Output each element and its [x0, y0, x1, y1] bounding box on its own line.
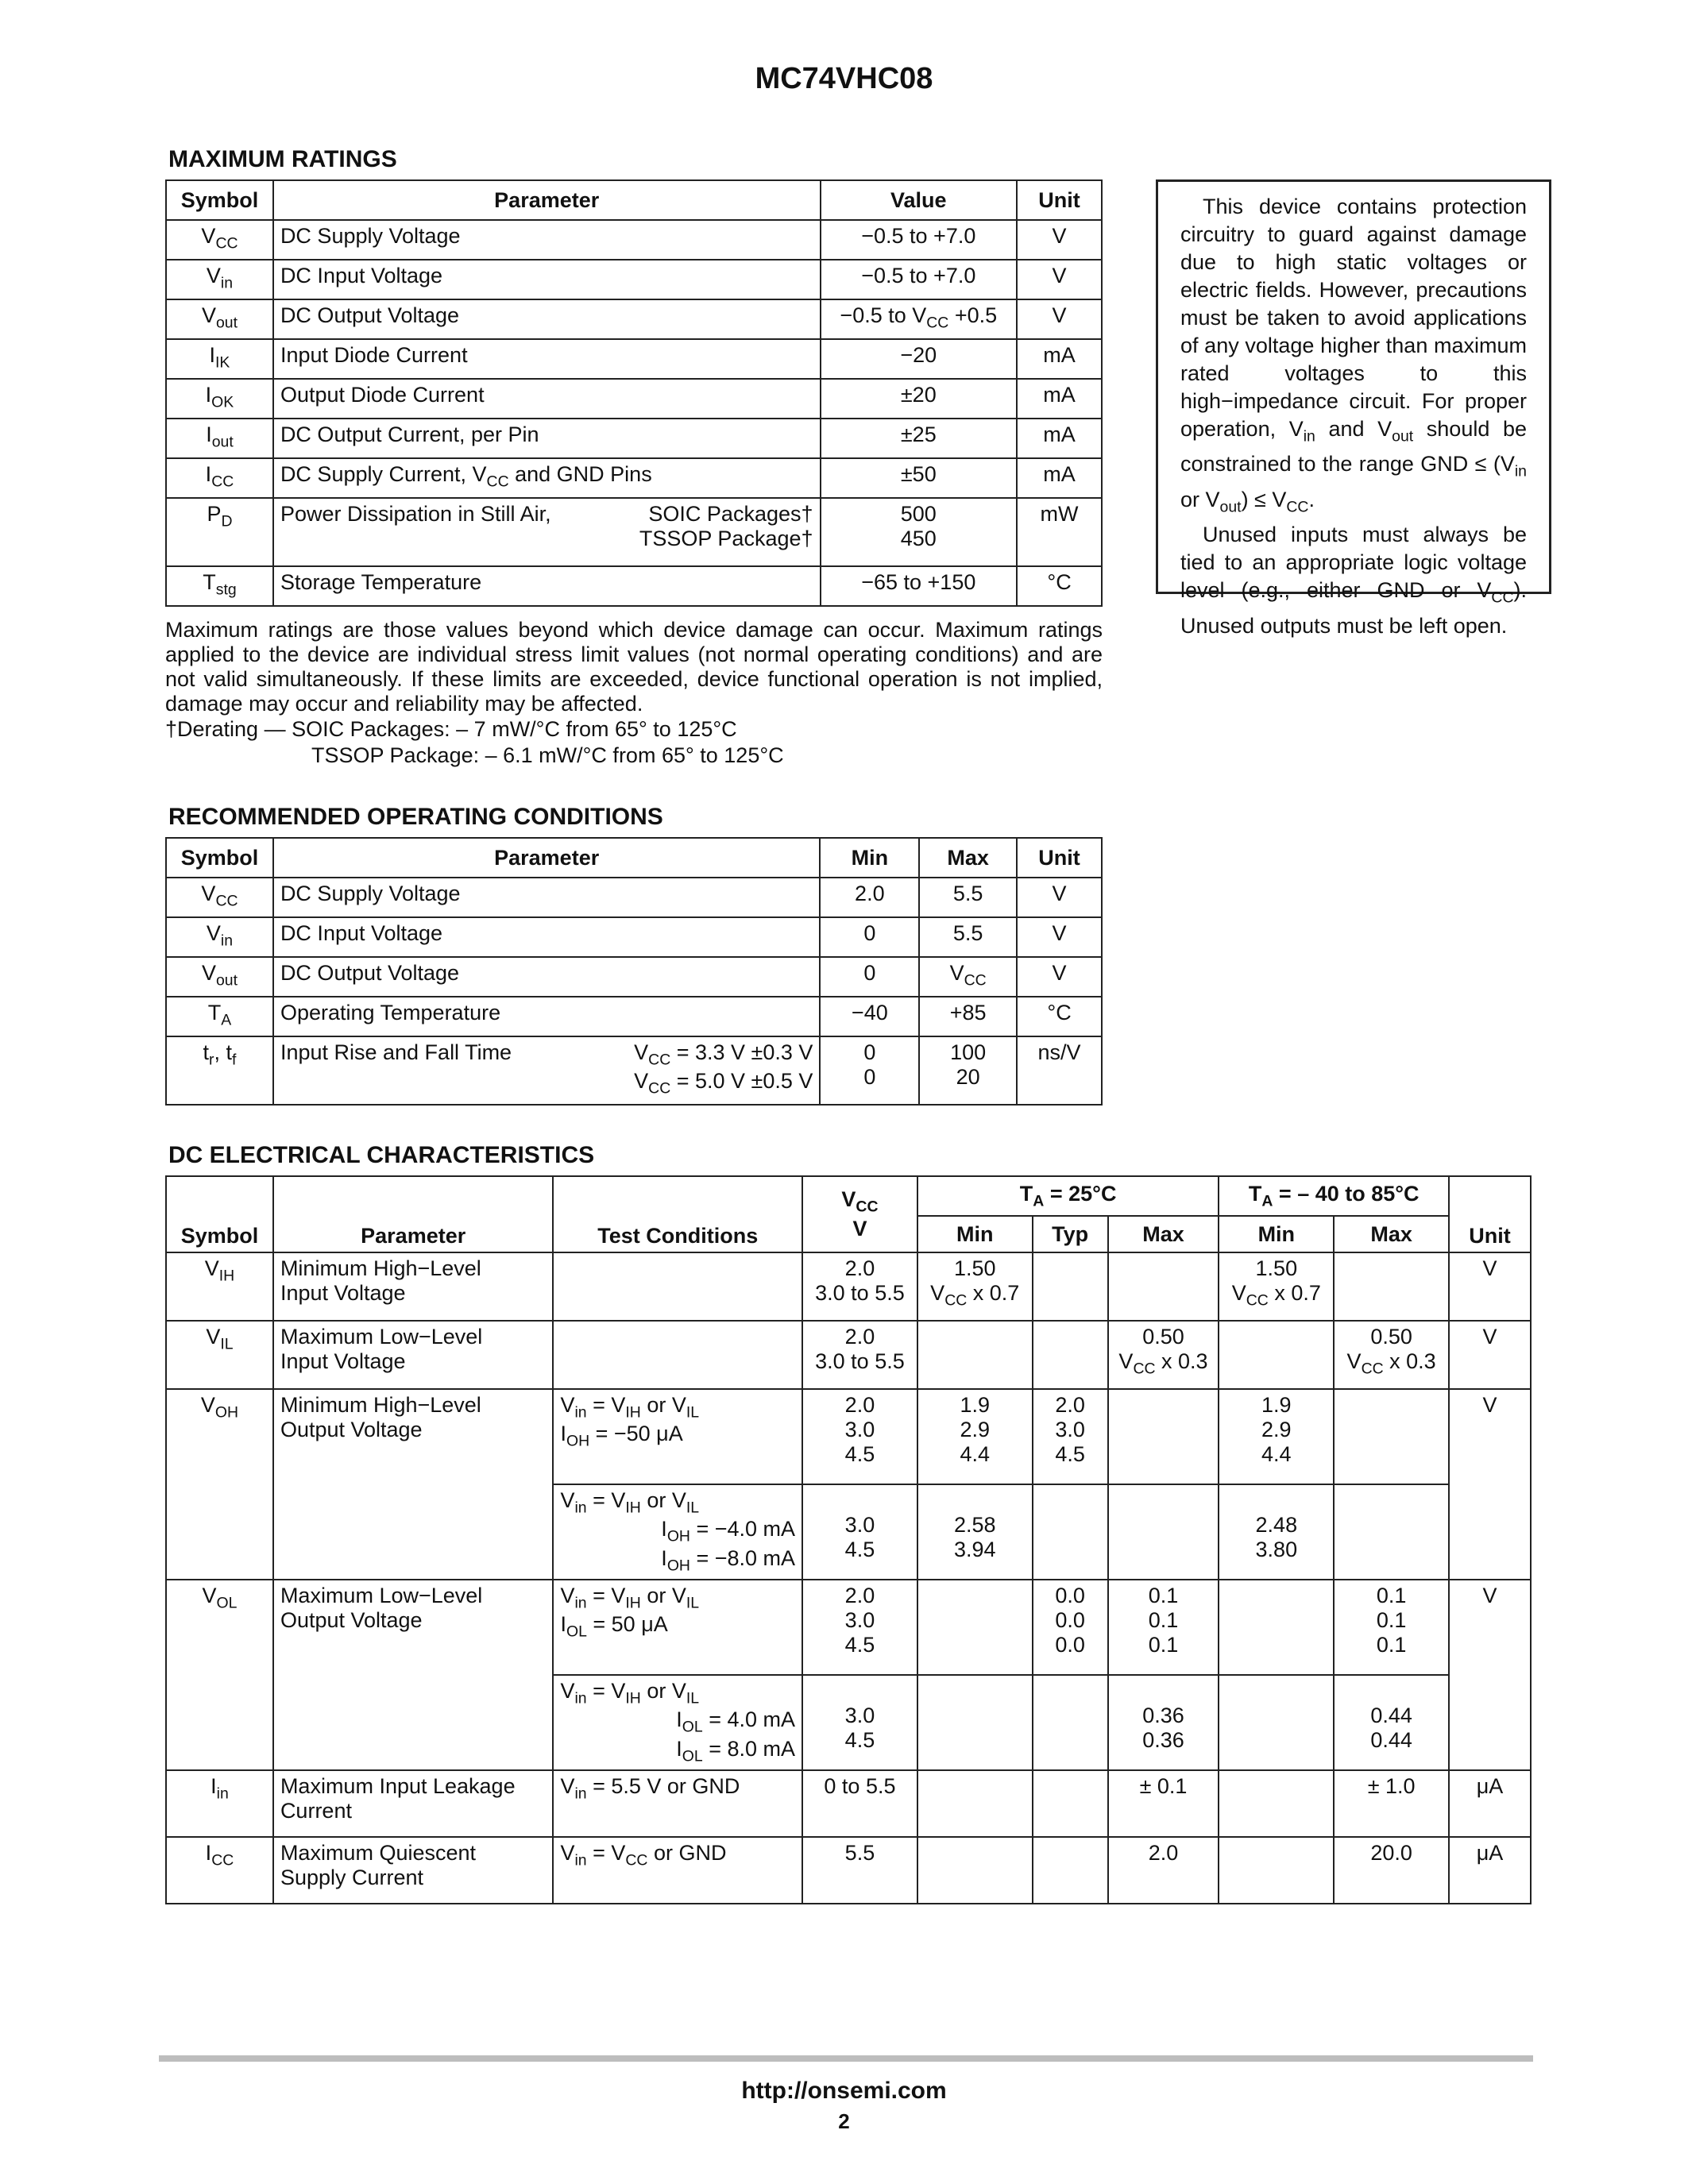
range-min-cell: 1.50 $V_{CC}$ x 0.7	[1219, 1252, 1334, 1321]
typ-cell	[1033, 1675, 1108, 1770]
col-parameter: Parameter	[273, 1176, 554, 1252]
max-cell: 5.5	[919, 917, 1017, 957]
test-cell: $V_{in} = V_{IH}$ or $V_{IL}$ $I_{OL} = 50$ μA	[553, 1580, 802, 1675]
unit-cell: mA	[1017, 419, 1102, 458]
derating-tssop: TSSOP Package: – 6.1 mW/°C from 65° to 125°C	[311, 743, 784, 767]
typ-cell	[1033, 1252, 1108, 1321]
min-cell	[917, 1675, 1033, 1770]
min-cell	[917, 1580, 1033, 1675]
parameter-cell: Maximum Low−Level Output Voltage	[273, 1580, 554, 1770]
max-cell: 5.5	[919, 878, 1017, 917]
symbol-cell: $I_{OK}$	[166, 379, 273, 419]
symbol-cell: $T_{stg}$	[166, 566, 273, 606]
parameter-cell: Storage Temperature	[273, 566, 821, 606]
col-symbol: Symbol	[166, 180, 273, 220]
max-cell: +85	[919, 997, 1017, 1036]
max-cell: 2.0	[1108, 1837, 1219, 1904]
vcc-cell: 0 to 5.5	[802, 1770, 917, 1837]
parameter-cell: Maximum Low−Level Input Voltage	[273, 1321, 554, 1389]
parameter-cell: DC Supply Current, $V_{CC}$ and GND Pins	[273, 458, 821, 498]
symbol-cell: $V_{out}$	[166, 299, 273, 339]
symbol-cell: $V_{IL}$	[166, 1321, 273, 1389]
symbol-cell: $V_{out}$	[166, 957, 273, 997]
range-max-cell	[1334, 1252, 1449, 1321]
col-min: Min	[917, 1216, 1033, 1252]
parameter-cell: Input Diode Current	[273, 339, 821, 379]
protection-note-box	[1156, 179, 1551, 638]
col-min: Min	[820, 838, 919, 878]
range-max-cell: ± 1.0	[1334, 1770, 1449, 1837]
table-row	[166, 1580, 1531, 1675]
range-max-cell: 0.50 $V_{CC}$ x 0.3	[1334, 1321, 1449, 1389]
typ-cell: 0.0 0.0 0.0	[1033, 1580, 1108, 1675]
parameter-cell: DC Input Voltage	[273, 260, 821, 299]
parameter-cell: DC Output Voltage	[273, 957, 820, 997]
value-cell: −20	[821, 339, 1018, 379]
unit-cell: V	[1017, 299, 1102, 339]
symbol-cell: $P_D$	[166, 498, 273, 566]
range-max-cell: 0.1 0.1 0.1	[1334, 1580, 1449, 1675]
max-ratings-note: Maximum ratings are those values beyond which device damage can occur. Maximum ratings applied to the device are individual stress limit values (not normal operating conditions) and are not valid simultaneously. If these limits are exceeded, device functional operation is not implied, damage may occur and reliability may be affected.	[165, 618, 1103, 716]
value-cell: −0.5 to +7.0	[821, 220, 1018, 260]
test-cell: $V_{in} = V_{CC}$ or GND	[553, 1837, 802, 1904]
vcc-cell: 2.0 3.0 to 5.5	[802, 1321, 917, 1389]
page-number: 2	[838, 2109, 850, 2133]
vcc-cell: 3.0 4.5	[802, 1484, 917, 1580]
table-row	[166, 878, 1102, 917]
symbol-cell: $I_{out}$	[166, 419, 273, 458]
table-row	[166, 917, 1102, 957]
symbol-cell: $V_{CC}$	[166, 878, 273, 917]
range-min-cell	[1219, 1321, 1334, 1389]
unit-cell: mA	[1017, 379, 1102, 419]
footer-url: http://onsemi.com	[741, 2078, 947, 2104]
value-cell: 500 450	[821, 498, 1018, 566]
symbol-cell: $I_{CC}$	[166, 458, 273, 498]
min-cell	[917, 1321, 1033, 1389]
unit-cell: V	[1449, 1321, 1531, 1389]
unit-cell: V	[1017, 260, 1102, 299]
range-min-cell	[1219, 1837, 1334, 1904]
parameter-cell: Operating Temperature	[273, 997, 820, 1036]
table-row	[166, 1036, 1102, 1105]
min-cell: 1.50 $V_{CC}$ x 0.7	[917, 1252, 1033, 1321]
value-cell: −0.5 to $V_{CC} +0.5$	[821, 299, 1018, 339]
col-test-conditions: Test Conditions	[553, 1176, 802, 1252]
unit-cell: V	[1017, 917, 1102, 957]
page-title: MC74VHC08	[755, 62, 933, 95]
test-cell	[553, 1321, 802, 1389]
table-row	[166, 1252, 1531, 1321]
symbol-cell: $V_{in}$	[166, 260, 273, 299]
col-vcc-label: $V_{CC}$	[841, 1187, 879, 1216]
test-cell	[553, 1252, 802, 1321]
col-value: Value	[821, 180, 1018, 220]
unit-cell: V	[1017, 957, 1102, 997]
dc-table	[165, 1175, 1532, 1904]
symbol-cell: $V_{in}$	[166, 917, 273, 957]
col-symbol: Symbol	[166, 1176, 273, 1252]
table-row	[166, 458, 1102, 498]
symbol-cell: $V_{CC}$	[166, 220, 273, 260]
min-cell: 0	[820, 957, 919, 997]
col-symbol: Symbol	[166, 838, 273, 878]
typ-cell	[1033, 1484, 1108, 1580]
derating-soic: †Derating — SOIC Packages: – 7 mW/°C from 65° to 125°C	[165, 717, 737, 741]
max-ratings-table	[165, 179, 1103, 607]
col-max-range: Max	[1334, 1216, 1449, 1252]
parameter-cell: DC Output Voltage	[273, 299, 821, 339]
min-cell: 0	[820, 917, 919, 957]
max-cell: $V_{CC}$	[919, 957, 1017, 997]
min-cell: 2.0	[820, 878, 919, 917]
table-row	[166, 566, 1102, 606]
unit-cell: °C	[1017, 566, 1102, 606]
range-max-cell: 20.0	[1334, 1837, 1449, 1904]
col-parameter: Parameter	[273, 180, 821, 220]
symbol-cell: $V_{IH}$	[166, 1252, 273, 1321]
table-row	[166, 1837, 1531, 1904]
footer-rule	[159, 2055, 1533, 2062]
dc-heading: DC ELECTRICAL CHARACTERISTICS	[168, 1142, 595, 1168]
table-row	[166, 419, 1102, 458]
max-cell	[1108, 1484, 1219, 1580]
range-min-cell	[1219, 1770, 1334, 1837]
max-cell: 0.1 0.1 0.1	[1108, 1580, 1219, 1675]
table-row	[166, 339, 1102, 379]
rec-op-table	[165, 837, 1103, 1106]
max-cell	[1108, 1389, 1219, 1484]
range-max-cell	[1334, 1389, 1449, 1484]
typ-cell: 2.0 3.0 4.5	[1033, 1389, 1108, 1484]
symbol-cell: $I_{IK}$	[166, 339, 273, 379]
col-unit: Unit	[1449, 1176, 1531, 1252]
unit-cell: mW	[1017, 498, 1102, 566]
symbol-cell: $T_A$	[166, 997, 273, 1036]
max-cell: 100 20	[919, 1036, 1017, 1105]
unused-inputs-paragraph: Unused inputs must always be tied to an appropriate logic voltage level (e.g., either GND or $V_{CC}$). Unused outputs must be left open.	[1180, 523, 1527, 638]
test-cell: $V_{in} = V_{IH}$ or $V_{IL}$ $I_{OL} = 4.0$ mA $I_{OL} = 8.0$ mA	[553, 1675, 802, 1770]
table-row	[166, 260, 1102, 299]
max-cell: 0.50 $V_{CC}$ x 0.3	[1108, 1321, 1219, 1389]
rec-op-heading: RECOMMENDED OPERATING CONDITIONS	[168, 804, 663, 830]
range-max-cell: 0.44 0.44	[1334, 1675, 1449, 1770]
col-parameter: Parameter	[273, 838, 820, 878]
table-row	[166, 299, 1102, 339]
vcc-cell: 2.0 3.0 4.5	[802, 1580, 917, 1675]
parameter-cell: Minimum High−Level Input Voltage	[273, 1252, 554, 1321]
unit-cell: V	[1017, 220, 1102, 260]
value-cell: ±50	[821, 458, 1018, 498]
parameter-cell: Power Dissipation in Still Air, SOIC Packages† TSSOP Package†	[273, 498, 821, 566]
unit-cell: mA	[1017, 339, 1102, 379]
group-ta-range: $T_A$ = – 40 to 85°C	[1219, 1176, 1449, 1216]
parameter-cell: Maximum Quiescent Supply Current	[273, 1837, 554, 1904]
value-cell: ±20	[821, 379, 1018, 419]
table-row	[166, 498, 1102, 566]
parameter-cell: DC Supply Voltage	[273, 878, 820, 917]
parameter-cell: DC Output Current, per Pin	[273, 419, 821, 458]
col-unit: Unit	[1017, 180, 1102, 220]
typ-cell	[1033, 1770, 1108, 1837]
range-min-cell	[1219, 1580, 1334, 1675]
min-cell: −40	[820, 997, 919, 1036]
unit-cell: V	[1449, 1252, 1531, 1321]
min-cell	[917, 1770, 1033, 1837]
vcc-cell: 5.5	[802, 1837, 917, 1904]
symbol-cell: $t_r$, $t_f$	[166, 1036, 273, 1105]
max-cell: ± 0.1	[1108, 1770, 1219, 1837]
symbol-cell: $V_{OH}$	[166, 1389, 273, 1580]
value-cell: −65 to +150	[821, 566, 1018, 606]
col-vcc	[802, 1176, 917, 1252]
min-cell	[917, 1837, 1033, 1904]
test-cell: $V_{in} = V_{IH}$ or $V_{IL}$ $I_{OH} = -4.0$ mA $I_{OH} = -8.0$ mA	[553, 1484, 802, 1580]
group-ta-25: $T_A = 25^\circ C$	[917, 1176, 1219, 1216]
table-row	[166, 1389, 1531, 1484]
vcc-cell: 2.0 3.0 4.5	[802, 1389, 917, 1484]
table-row	[166, 957, 1102, 997]
col-max: Max	[919, 838, 1017, 878]
max-ratings-heading: MAXIMUM RATINGS	[168, 146, 397, 172]
range-max-cell	[1334, 1484, 1449, 1580]
protection-paragraph: This device contains protection circuitry to guard against damage due to high static voltages or electric fields. However, precautions must be taken to avoid applications of any voltage higher than maximum rated voltages to this high−impedance circuit. For proper operation, $V_{in}$ and $V_{out}$ should be constrained to the range GND ≤ ($V_{in}$ or $V_{out}) \le V_{CC}$.	[1180, 195, 1527, 516]
symbol-cell: $V_{OL}$	[166, 1580, 273, 1770]
range-min-cell: 2.48 3.80	[1219, 1484, 1334, 1580]
table-row	[166, 1321, 1531, 1389]
table-row	[166, 1770, 1531, 1837]
unit-cell: mA	[1017, 458, 1102, 498]
min-cell: 1.9 2.9 4.4	[917, 1389, 1033, 1484]
max-cell	[1108, 1252, 1219, 1321]
parameter-cell: Output Diode Current	[273, 379, 821, 419]
min-cell: 2.58 3.94	[917, 1484, 1033, 1580]
unit-cell: μA	[1449, 1837, 1531, 1904]
max-cell: 0.36 0.36	[1108, 1675, 1219, 1770]
symbol-cell: $I_{in}$	[166, 1770, 273, 1837]
parameter-cell: Minimum High−Level Output Voltage	[273, 1389, 554, 1580]
parameter-cell: DC Input Voltage	[273, 917, 820, 957]
col-unit: Unit	[1017, 838, 1102, 878]
min-cell: 0 0	[820, 1036, 919, 1105]
unit-cell: V	[1449, 1580, 1531, 1770]
test-cell: $V_{in} = V_{IH}$ or $V_{IL}$ $I_{OH} = -50$ μA	[553, 1389, 802, 1484]
unit-cell: V	[1017, 878, 1102, 917]
table-row	[166, 997, 1102, 1036]
table-row	[166, 379, 1102, 419]
value-cell: −0.5 to +7.0	[821, 260, 1018, 299]
vcc-cell: 3.0 4.5	[802, 1675, 917, 1770]
table-row	[166, 220, 1102, 260]
vcc-cell: 2.0 3.0 to 5.5	[802, 1252, 917, 1321]
col-min-range: Min	[1219, 1216, 1334, 1252]
col-vcc-unit: V	[852, 1216, 867, 1241]
unit-cell: °C	[1017, 997, 1102, 1036]
col-typ: Typ	[1033, 1216, 1108, 1252]
unit-cell: μA	[1449, 1770, 1531, 1837]
typ-cell	[1033, 1837, 1108, 1904]
typ-cell	[1033, 1321, 1108, 1389]
col-max: Max	[1108, 1216, 1219, 1252]
range-min-cell: 1.9 2.9 4.4	[1219, 1389, 1334, 1484]
parameter-cell: Input Rise and Fall Time $V_{CC} = 3.3$ V ±0.3 V $V_{CC} = 5.0$ V ±0.5 V	[273, 1036, 820, 1105]
parameter-cell: Maximum Input Leakage Current	[273, 1770, 554, 1837]
test-cell: $V_{in} = 5.5$ V or GND	[553, 1770, 802, 1837]
symbol-cell: $I_{CC}$	[166, 1837, 273, 1904]
value-cell: ±25	[821, 419, 1018, 458]
range-min-cell	[1219, 1675, 1334, 1770]
parameter-cell: DC Supply Voltage	[273, 220, 821, 260]
unit-cell: V	[1449, 1389, 1531, 1580]
unit-cell: ns/V	[1017, 1036, 1102, 1105]
